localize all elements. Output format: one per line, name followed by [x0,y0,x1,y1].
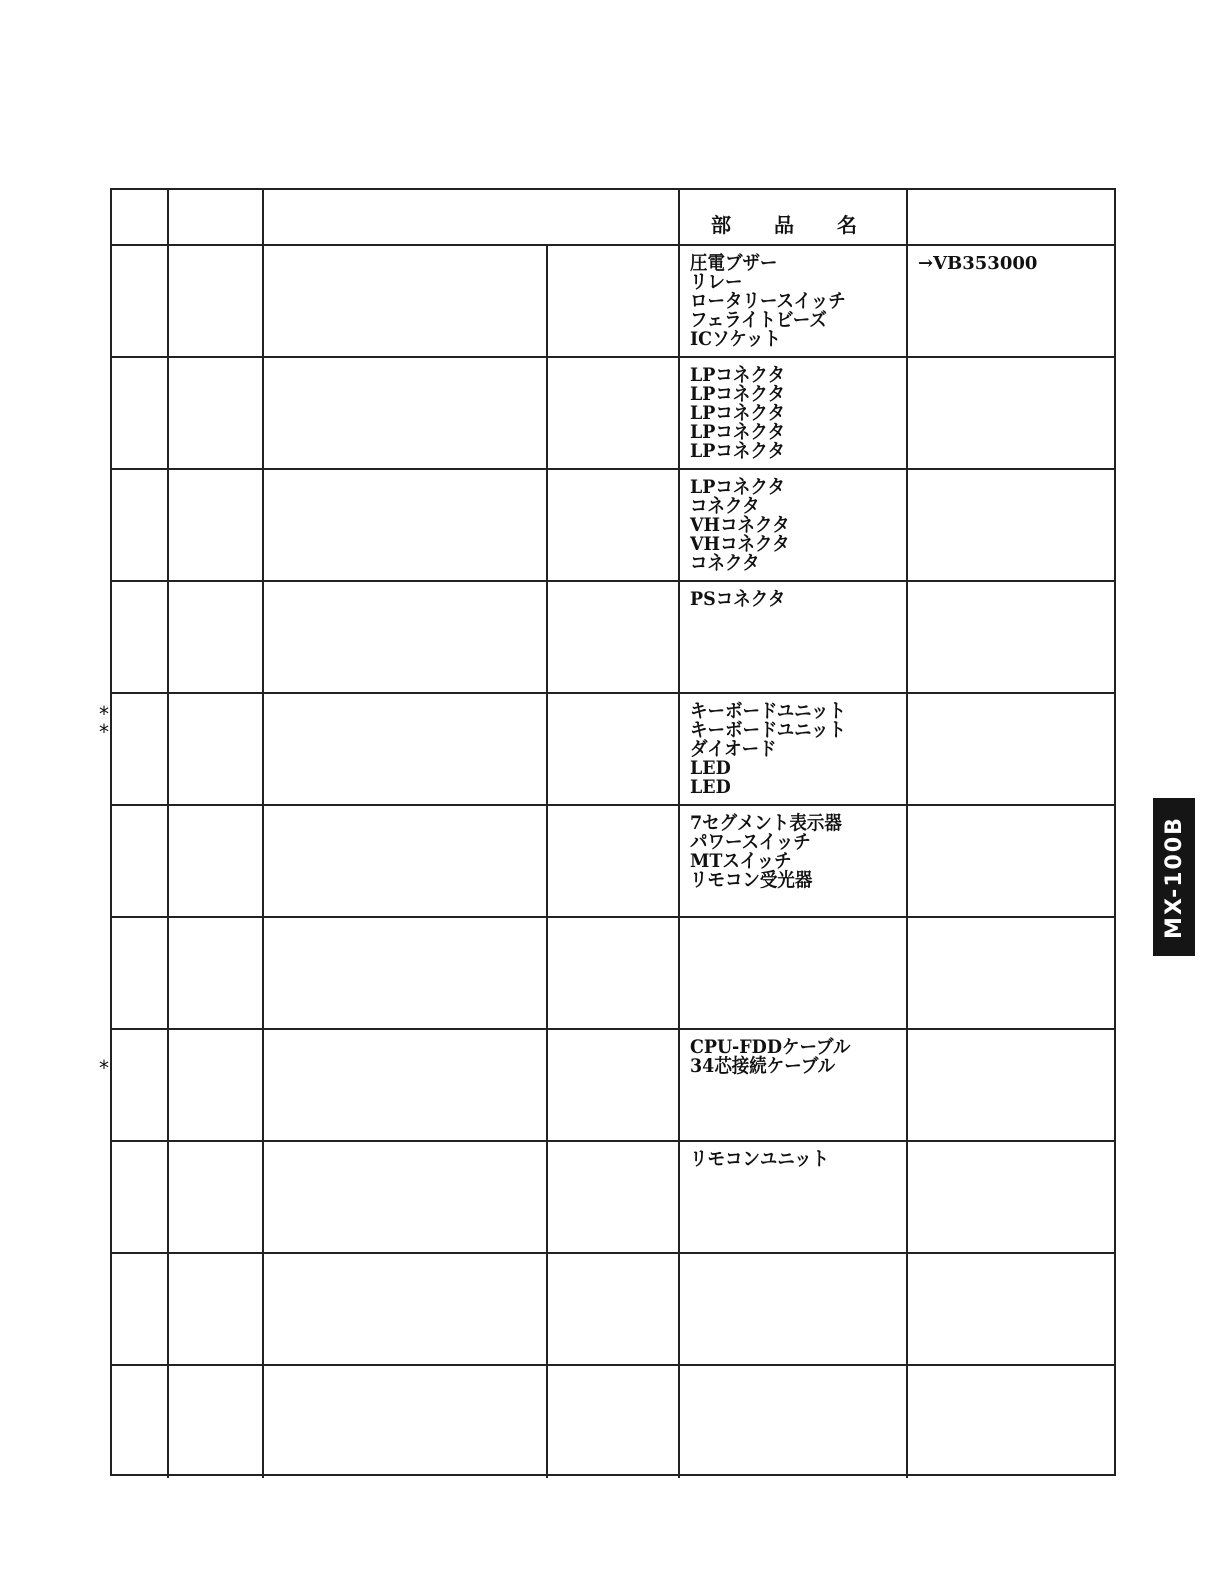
part-number-cell [264,1142,548,1252]
parts-name-cell [680,1254,908,1364]
no-cell [169,1254,264,1364]
mark-cell [112,806,169,916]
parts-name-list [690,254,859,349]
table-row [112,470,1114,582]
part-number-cell [264,246,548,356]
code-cell [548,918,680,1028]
no-cell [169,246,264,356]
parts-name-list [690,478,798,573]
parts-name: フェライトビーズ [690,309,827,331]
remark-text: →VB353000 [918,253,1038,274]
parts-name-list [690,1038,864,1076]
header-cell-3 [264,190,680,244]
header-cell-2 [169,190,264,244]
no-cell [169,358,264,468]
parts-name-cell [680,582,908,692]
parts-name: LPコネクタ [690,383,786,405]
parts-name: CPU-FDDケーブル [690,1036,851,1058]
parts-name: VHコネクタ [690,514,790,536]
no-cell [169,806,264,916]
mark-cell [112,1366,169,1478]
parts-name-cell [680,358,908,468]
table-row [112,1254,1114,1366]
code-cell [548,358,680,468]
part-number-cell [264,470,548,580]
part-number-cell [264,1366,548,1478]
parts-name-cell [680,694,908,804]
parts-name: PSコネクタ [690,588,786,610]
parts-name-list [690,1150,841,1169]
mark-cell [112,246,169,356]
remark-cell [908,918,1114,1028]
remark-cell [908,1366,1114,1478]
parts-name: 34芯接続ケーブル [690,1055,836,1077]
no-cell [169,694,264,804]
code-cell [548,806,680,916]
table-row [112,806,1114,918]
code-cell [548,1254,680,1364]
header-cell-parts-name [680,190,908,244]
code-cell [548,1366,680,1478]
mark-cell [112,1030,169,1140]
code-cell [548,1142,680,1252]
no-cell [169,918,264,1028]
code-cell [548,246,680,356]
parts-name: 圧電ブザー [690,252,778,274]
remark-cell [908,1030,1114,1140]
model-side-tab [1153,798,1195,956]
model-label: MX-100B [1161,815,1187,939]
parts-name-list [690,814,855,890]
header-cell-remark [908,190,1114,244]
code-cell [548,694,680,804]
parts-name: LPコネクタ [690,364,786,386]
table-header-row [112,190,1114,246]
remark-cell [908,470,1114,580]
table-row [112,1030,1114,1142]
remark-cell [908,1254,1114,1364]
code-cell [548,470,680,580]
no-cell [169,470,264,580]
parts-name: ダイオード [690,738,777,760]
parts-name: LPコネクタ [690,440,786,462]
remark-cell [908,1142,1114,1252]
parts-name: LED [690,776,731,798]
remark-cell [908,694,1114,804]
parts-name: ICソケット [690,328,781,350]
part-number-cell [264,918,548,1028]
mark-cell [112,1254,169,1364]
part-number-cell [264,358,548,468]
parts-name: キーボードユニット [690,700,846,722]
part-number-cell [264,1030,548,1140]
table-row [112,1366,1114,1478]
parts-name: LPコネクタ [690,421,786,443]
parts-name-cell [680,806,908,916]
parts-name-cell [680,1366,908,1478]
parts-name: リモコンユニット [690,1148,830,1170]
table-row [112,582,1114,694]
mark-cell [112,918,169,1028]
parts-list-table [110,188,1116,1476]
parts-name: VHコネクタ [690,533,790,555]
parts-name: ロータリースイッチ [690,290,846,312]
parts-name: コネクタ [690,552,760,574]
change-mark: * [99,1056,109,1080]
no-cell [169,1366,264,1478]
no-cell [169,1142,264,1252]
no-cell [169,582,264,692]
part-number-cell [264,694,548,804]
parts-name-list [690,590,794,609]
header-cell-1 [112,190,169,244]
part-number-cell [264,806,548,916]
parts-name: MTスイッチ [690,850,792,872]
remark-cell [908,582,1114,692]
no-cell [169,1030,264,1140]
remark-cell [908,358,1114,468]
table-row [112,918,1114,1030]
parts-name: リレー [690,271,743,293]
mark-cell [112,582,169,692]
code-cell [548,582,680,692]
parts-name-cell [680,246,908,356]
parts-name-cell [680,1142,908,1252]
code-cell [548,1030,680,1140]
parts-name: 7セグメント表示器 [690,812,842,834]
parts-name: LPコネクタ [690,402,786,424]
table-row [112,694,1114,806]
table-row [112,246,1114,358]
parts-name: リモコン受光器 [690,869,813,891]
part-number-cell [264,582,548,692]
parts-name-header: 部 品 名 [711,213,875,237]
parts-name-cell [680,1030,908,1140]
remark-cell [908,806,1114,916]
parts-name: パワースイッチ [690,831,811,853]
remark-cell [908,246,1114,356]
mark-cell [112,470,169,580]
parts-name: キーボードユニット [690,719,846,741]
parts-name: LPコネクタ [690,476,786,498]
change-mark: * [99,720,109,744]
parts-name: コネクタ [690,495,760,517]
parts-name-list [690,366,793,461]
parts-name-list [690,702,859,797]
parts-name-cell [680,918,908,1028]
part-number-cell [264,1254,548,1364]
change-mark: * [99,702,109,726]
table-row [112,358,1114,470]
table-row [112,1142,1114,1254]
mark-cell [112,694,169,804]
parts-name: LED [690,757,731,779]
parts-name-cell [680,470,908,580]
mark-cell [112,1142,169,1252]
mark-cell [112,358,169,468]
